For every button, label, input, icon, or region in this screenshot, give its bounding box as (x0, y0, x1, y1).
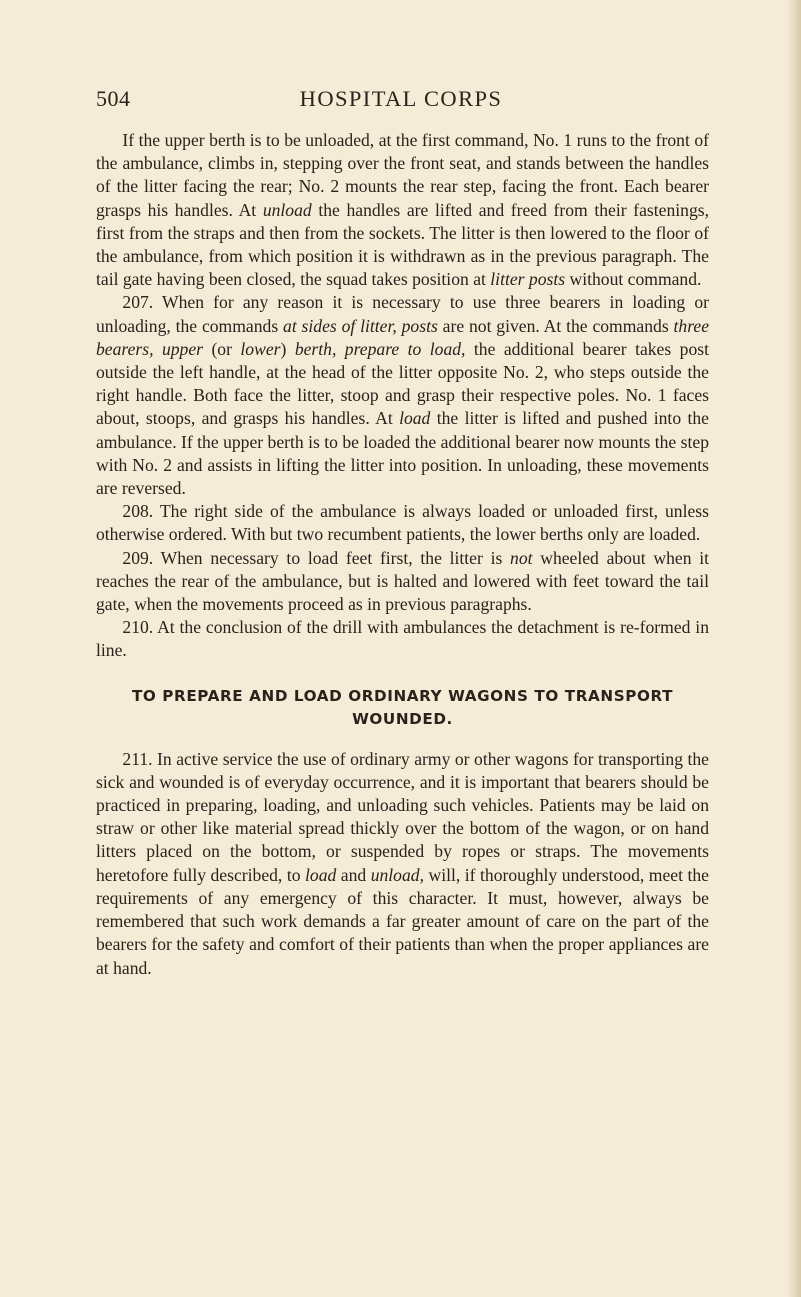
page-number: 504 (96, 86, 131, 111)
text-run: 207. When for any reason it is necessary to use three bearers in loading or unloading, the commands (96, 292, 709, 336)
text-run: 211. In active service the use of ordinary army or other wagons for transporting the sick and wounded is of everyday occurrence, and it is important that bearers should be practiced in preparing, loading, and unloading such vehicles. Patients may be laid on straw or other like material spread thickly over the bottom of the wagon, or on hand litters placed on the bottom, or suspended by ropes or straps. The movements heretofore fully described, to (96, 748, 709, 885)
italic-run: berth, prepare to load, (294, 338, 466, 359)
italic-run: litter posts (490, 269, 566, 290)
text-run: 208. The right side of the ambulance is always loaded or unloaded first, unless otherwise ordered. With but two recumbent patients, the lower berths only are loaded. (96, 501, 709, 545)
page-edge-shadow (787, 0, 801, 1297)
italic-run: load (399, 408, 431, 429)
italic-run: lower (240, 338, 281, 359)
text-run: (or (203, 338, 241, 359)
text-run: without command. (565, 269, 702, 290)
text-run: 210. At the conclusion of the drill with ambulances the detachment is re-formed in line. (96, 617, 709, 661)
text-run: 209. When necessary to load feet first, the litter is (122, 547, 511, 568)
text-run: the additional bearer takes post outside the left handle, at the head of the litter opposite No. 2, who steps outside the right handle. Both face the litter, stoop and grasp their respective poles. No. 1 faces about, stoops, and grasps his handles. At (96, 338, 709, 429)
paragraph-210 (96, 616, 709, 662)
italic-run: load (305, 864, 337, 885)
italic-run: three bearers, upper (96, 315, 710, 359)
italic-run: unload (262, 199, 312, 220)
paragraph-208 (96, 500, 709, 546)
italic-run: not (510, 547, 533, 568)
paragraph-207 (96, 291, 709, 500)
text-run: and (336, 864, 371, 885)
page-header (96, 86, 706, 120)
text-run: will, if thoroughly understood, meet the requirements of any emergency of this character. It must, however, always be remembered that such work demands a far greater amount of care on the part of the bearers for the safety and comfort of their patients than when the proper appliances are at hand. (96, 864, 709, 978)
paragraph (96, 129, 709, 291)
text-run: the handles are lifted and freed from their fastenings, first from the straps and then from the sockets. The litter is then lowered to the floor of the ambulance, from which position it is withdrawn as in the previous paragraph. The tail gate having been closed, the squad takes position at (96, 199, 709, 290)
text-run: wheeled about when it reaches the rear of the ambulance, but is halted and lowered with feet toward the tail gate, when the movements proceed as in previous paragraphs. (96, 547, 709, 615)
text-run: the litter is lifted and pushed into the ambulance. If the upper berth is to be loaded the additional bearer now mounts the step with No. 2 and assists in lifting the litter into position. In unloading, these movements are reversed. (96, 408, 709, 499)
text-run: If the upper berth is to be unloaded, at the first command, No. 1 runs to the front of the ambulance, climbs in, stepping over the front seat, and stands between the handles of the litter facing the rear; No. 2 mounts the rear step, facing the front. Each bearer grasps his handles. At (96, 130, 709, 220)
text-run: are not given. At the commands (437, 315, 674, 336)
running-head: HOSPITAL CORPS (299, 86, 503, 111)
italic-run: unload, (370, 864, 424, 885)
paragraph-211 (96, 748, 709, 980)
section-heading: TO PREPARE AND LOAD ORDINARY WAGONS TO TRANSPORT WOUNDED. (131, 686, 674, 728)
paragraph-209 (96, 547, 709, 617)
text-run: ) (280, 338, 295, 359)
italic-run: at sides of litter, posts (283, 315, 438, 336)
body-text (96, 129, 709, 980)
